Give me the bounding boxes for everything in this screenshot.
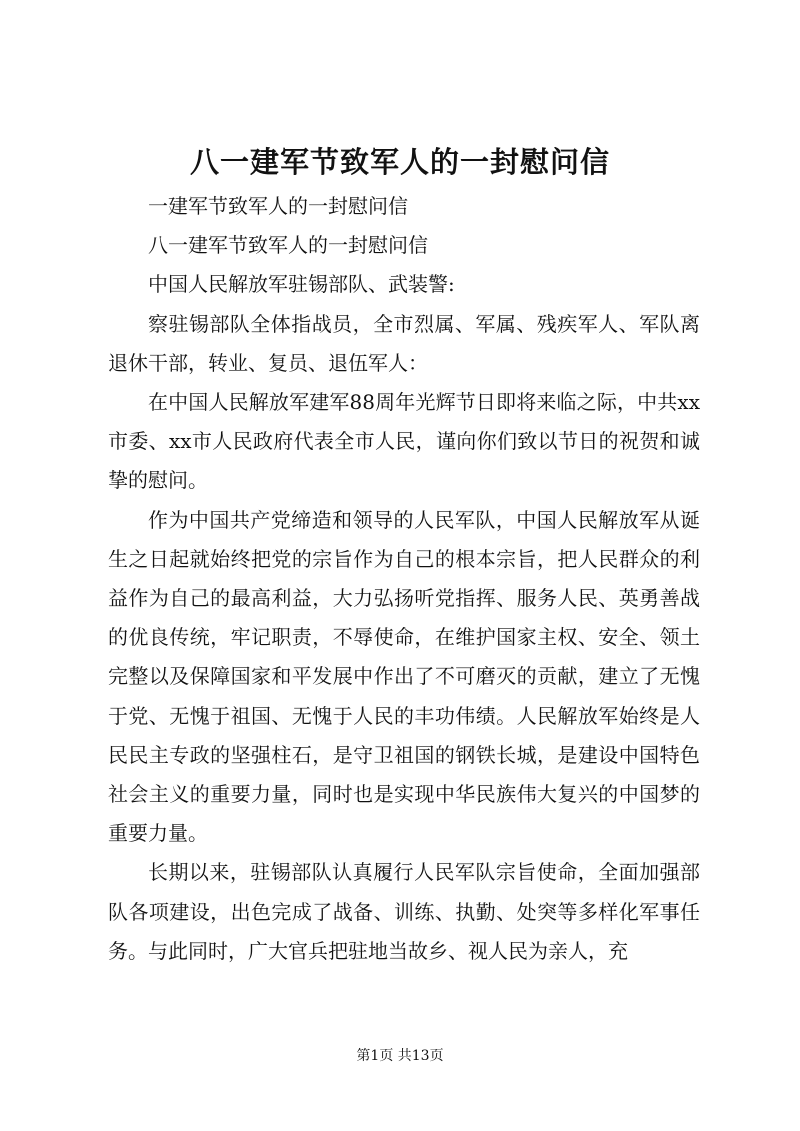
document-title: 八一建军节致军人的一封慰问信 <box>189 145 610 179</box>
paragraph-army-history: 作为中国共产党缔造和领导的人民军队，中国人民解放军从诞生之日起就始终把党的宗旨作为自己的根本宗旨，把人民群众的利益作为自己的最高利益，大力弘扬听党指挥、服务人民、英勇善战的优良传统，牢记职责，不辱使命，在维护国家主权、安全、领土完整以及保障国家和平发展中作出了不可磨灭的贡献，建立了无愧于党、无愧于祖国、无愧于人民的丰功伟绩。人民解放军始终是人民民主专政的坚强柱石，是守卫祖国的钢铁长城，是建设中国特色社会主义的重要力量，同时也是实现中华民族伟大复兴的中国梦的重要力量。 <box>108 507 700 846</box>
paragraph-greeting: 在中国人民解放军建军88周年光辉节日即将来临之际，中共xx市委、xx市人民政府代表全市人民，谨向你们致以节日的祝贺和诚挚的慰问。 <box>108 390 700 493</box>
paragraph-salutation: 中国人民解放军驻锡部队、武装警: <box>148 272 455 297</box>
paragraph-1: 一建军节致军人的一封慰问信 <box>148 194 408 218</box>
paragraph-2: 八一建军节致军人的一封慰问信 <box>148 233 428 258</box>
paragraph-local-troops: 长期以来，驻锡部队认真履行人民军队宗旨使命，全面加强部队各项建设，出色完成了战备、训练、执勤、处突等多样化军事任务。与此同时，广大官兵把驻地当故乡、视人民为亲人，充 <box>108 860 700 963</box>
document-body <box>108 187 700 971</box>
page-number-footer: 第1页 共13页 <box>356 1048 444 1064</box>
paragraph-addressees: 察驻锡部队全体指战员，全市烈属、军属、残疾军人、军队离退休干部，转业、复员、退伍军人： <box>108 311 700 375</box>
